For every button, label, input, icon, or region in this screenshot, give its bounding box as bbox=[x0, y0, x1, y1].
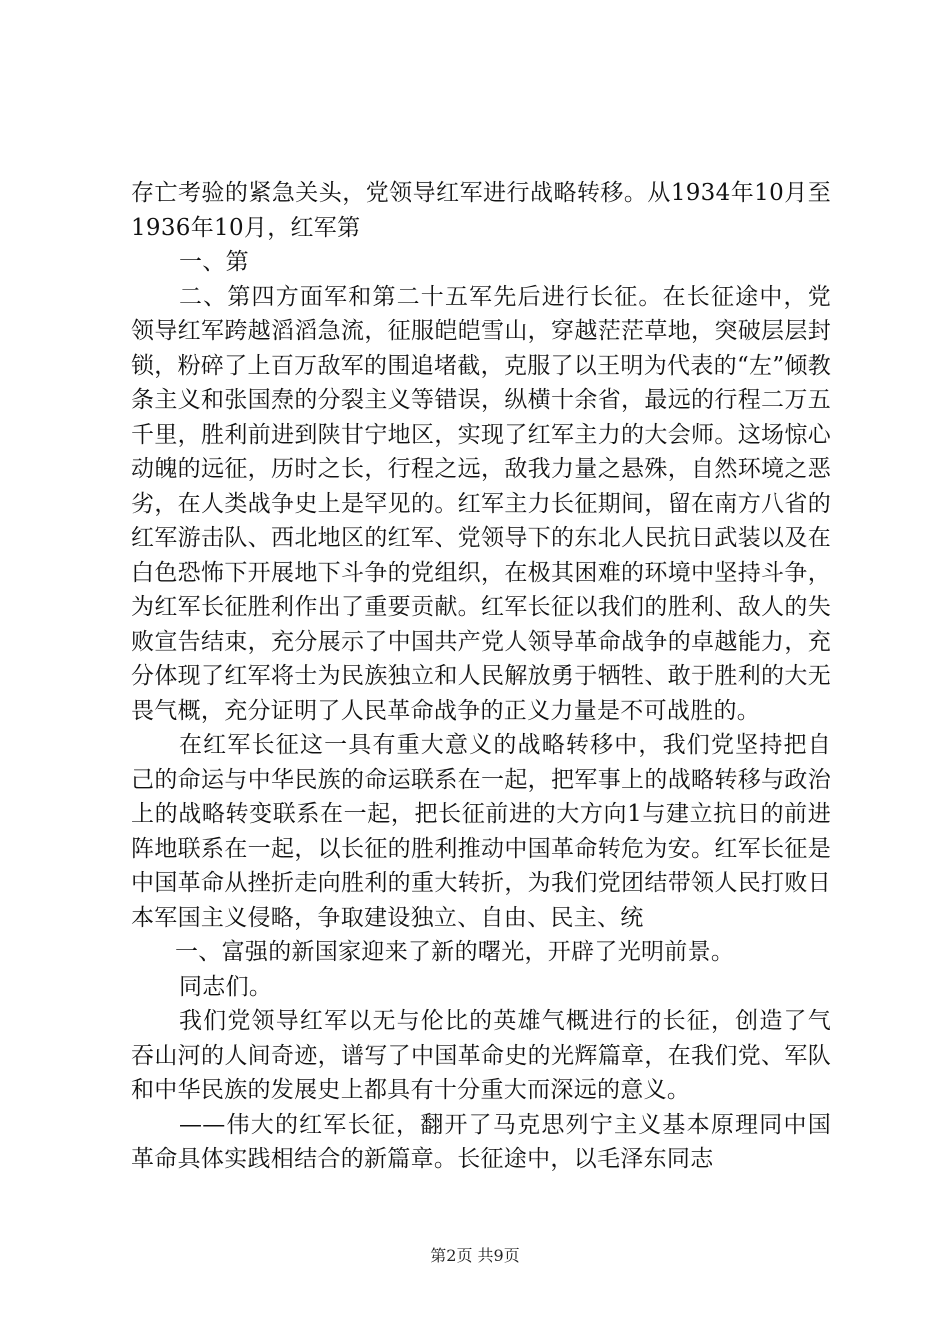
paragraph: 我们党领导红军以无与伦比的英雄气概进行的长征，创造了气吞山河的人间奇迹，谱写了中国革命史的光辉篇章，在我们党、军队和中华民族的发展史上都具有十分重大而深远的意义。 bbox=[131, 1008, 831, 1103]
body-text bbox=[131, 176, 831, 1177]
paragraph: 在红军长征这一具有重大意义的战略转移中，我们党坚持把自己的命运与中华民族的命运联系在一起，把军事上的战略转移与政治上的战略转变联系在一起，把长征前进的大方向1与建立抗日的前进阵地联系在一起，以长征的胜利推动中国革命转危为安。红军长征是中国革命从挫折走向胜利的重大转折，为我们党团结带领人民打败日本军国主义侵略，争取建设独立、自由、民主、统 bbox=[131, 732, 831, 931]
paragraph: 一、第 bbox=[179, 249, 249, 275]
paragraph: 二、第四方面军和第二十五军先后进行长征。在长征途中，党领导红军跨越滔滔急流，征服皑皑雪山，穿越茫茫草地，突破层层封锁，粉碎了上百万敌军的围追堵截，克服了以王明为代表的“左”倾教条主义和张国焘的分裂主义等错误，纵横十余省，最远的行程二万五千里，胜利前进到陕甘宁地区，实现了红军主力的大会师。这场惊心动魄的远征，历时之长，行程之远，敌我力量之悬殊，自然环境之恶劣，在人类战争史上是罕见的。红军主力长征期间，留在南方八省的红军游击队、西北地区的红军、党领导下的东北人民抗日武装以及在白色恐怖下开展地下斗争的党组织，在极其困难的环境中坚持斗争，为红军长征胜利作出了重要贡献。红军长征以我们的胜利、敌人的失败宣告结束，充分展示了中国共产党人领导革命战争的卓越能力，充分体现了红军将士为民族独立和人民解放勇于牺牲、敢于胜利的大无畏气概，充分证明了人民革命战争的正义力量是不可战胜的。 bbox=[131, 283, 831, 724]
paragraph: 一、富强的新国家迎来了新的曙光，开辟了光明前景。 bbox=[175, 939, 735, 965]
page-footer bbox=[0, 1243, 950, 1266]
paragraph: 存亡考验的紧急关头，党领导红军进行战略转移。从1934年10月至1936年10月，红军第 bbox=[131, 180, 831, 241]
page-number: 第2页 共9页 bbox=[430, 1246, 520, 1265]
paragraph: 同志们。 bbox=[179, 973, 273, 1000]
paragraph: ——伟大的红军长征，翻开了马克思列宁主义基本原理同中国革命具体实践相结合的新篇章。长征途中，以毛泽东同志 bbox=[131, 1111, 831, 1172]
